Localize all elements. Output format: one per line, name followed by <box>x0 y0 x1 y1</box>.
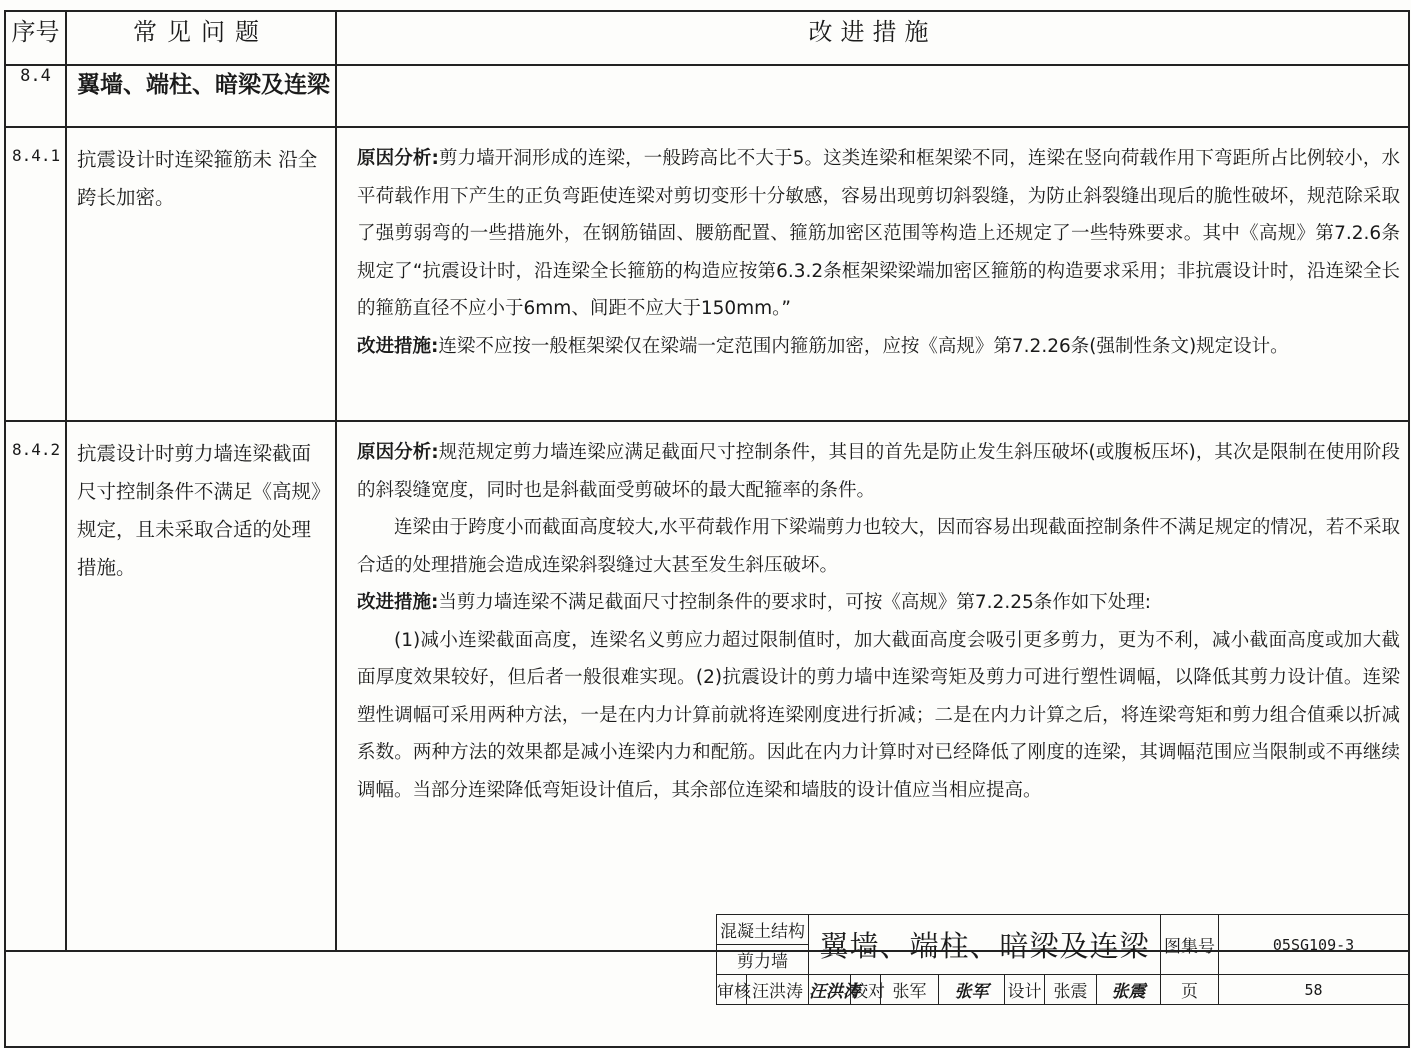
table-row <box>5 421 1409 951</box>
measure-label: 改进措施: <box>357 592 439 613</box>
titleblock-title: 翼墙、端柱、暗梁及连梁 <box>809 915 1161 975</box>
category-2: 剪力墙 <box>717 945 809 975</box>
review-signature: 汪洪涛 <box>809 975 851 1005</box>
design-label: 设计 <box>1005 975 1045 1005</box>
category-1: 混凝土结构 <box>717 915 809 945</box>
measure-text: 当剪力墙连梁不满足截面尺寸控制条件的要求时，可按《高规》第7.2.25条作如下处理: <box>438 592 1151 613</box>
page-number: 58 <box>1219 975 1409 1005</box>
measure-text: 连梁不应按一般框架梁仅在梁端一定范围内箍筋加密，应按《高规》第7.2.26条(强制性条文)规定设计。 <box>438 335 1289 357</box>
title-block <box>716 914 1409 1005</box>
header-seq: 序号 <box>5 11 66 65</box>
item-measure <box>336 127 1409 421</box>
review-label: 审核 <box>717 975 747 1005</box>
item-number: 8.4.2 <box>5 421 66 951</box>
analysis-paragraph <box>357 140 1400 328</box>
analysis-text: 剪力墙开洞形成的连梁，一般跨高比不大于5。这类连梁和框架梁不同，连梁在竖向荷载作用下弯距所占比例较小，水平荷载作用下产生的正负弯距使连梁对剪切变形十分敏感，容易出现剪切斜裂缝，为防止斜裂缝出现后的脆性破坏，规范除采取了强剪弱弯的一些措施外，在钢筋锚固、腰筋配置、箍筋加密区范围等构造上还规定了一些特殊要求。其中《高规》第7.2.6条规定了“抗震设计时，沿连梁全长箍筋的构造应按第6.3.2条框架梁梁端加密区箍筋的构造要求采用；非抗震设计时，沿连梁全长的箍筋直径不应小于6mm、间距不应大于150mm。” <box>357 148 1400 319</box>
table-header-row <box>5 11 1409 65</box>
measure-paragraph <box>357 328 1400 366</box>
header-measure: 改进措施 <box>336 11 1409 65</box>
header-problem: 常见问题 <box>66 11 336 65</box>
check-signature: 张军 <box>939 975 1005 1005</box>
item-number: 8.4.1 <box>5 127 66 421</box>
page-label: 页 <box>1161 975 1219 1005</box>
measure-label: 改进措施: <box>357 335 439 357</box>
section-title: 翼墙、端柱、暗梁及连梁 <box>66 65 336 127</box>
item-problem: 抗震设计时剪力墙连梁截面尺寸控制条件不满足《高规》规定，且未采取合适的处理措施。 <box>66 421 336 951</box>
item-problem: 抗震设计时连梁箍筋未 沿全跨长加密。 <box>66 127 336 421</box>
section-empty-cell <box>336 65 1409 127</box>
analysis-text: 规范规定剪力墙连梁应满足截面尺寸控制条件，其目的首先是防止发生斜压破坏(或腹板压坏)，其次是限制在使用阶段的斜裂缝宽度，同时也是斜截面受剪破坏的最大配箍率的条件。 <box>357 442 1400 501</box>
section-row <box>5 65 1409 127</box>
design-signature: 张震 <box>1097 975 1161 1005</box>
analysis-paragraph <box>357 434 1400 509</box>
atlas-label: 图集号 <box>1161 915 1219 975</box>
measure-paragraph-2: (1)减小连梁截面高度，连梁名义剪应力超过限制值时，加大截面高度会吸引更多剪力，更为不利，减小截面高度或加大截面厚度效果较好，但后者一般很难实现。(2)抗震设计的剪力墙中连梁弯矩及剪力可进行塑性调幅，以降低其剪力设计值。连梁塑性调幅可采用两种方法，一是在内力计算前就将连梁刚度进行折减；二是在内力计算之后，将连梁弯矩和剪力组合值乘以折减系数。两种方法的效果都是减小连梁内力和配筋。因此在内力计算时对已经降低了刚度的连梁，其调幅范围应当限制或不再继续调幅。当部分连梁降低弯矩设计值后，其余部位连梁和墙肢的设计值应当相应提高。 <box>357 629 1400 801</box>
design-name: 张震 <box>1045 975 1097 1005</box>
check-name: 张军 <box>881 975 939 1005</box>
review-name: 汪洪涛 <box>747 975 809 1005</box>
analysis-label: 原因分析: <box>357 442 439 463</box>
analysis-label: 原因分析: <box>357 148 439 169</box>
item-measure <box>336 421 1409 951</box>
section-number: 8.4 <box>5 65 66 127</box>
analysis-paragraph-2: 连梁由于跨度小而截面高度较大,水平荷载作用下梁端剪力也较大，因而容易出现截面控制条件不满足规定的情况，若不采取合适的处理措施会造成连梁斜裂缝过大甚至发生斜压破坏。 <box>357 517 1400 576</box>
measure-paragraph <box>357 584 1400 622</box>
issues-table <box>4 10 1410 1048</box>
atlas-number: 05SG109-3 <box>1219 915 1409 975</box>
check-label: 校对 <box>851 975 881 1005</box>
table-row <box>5 127 1409 421</box>
